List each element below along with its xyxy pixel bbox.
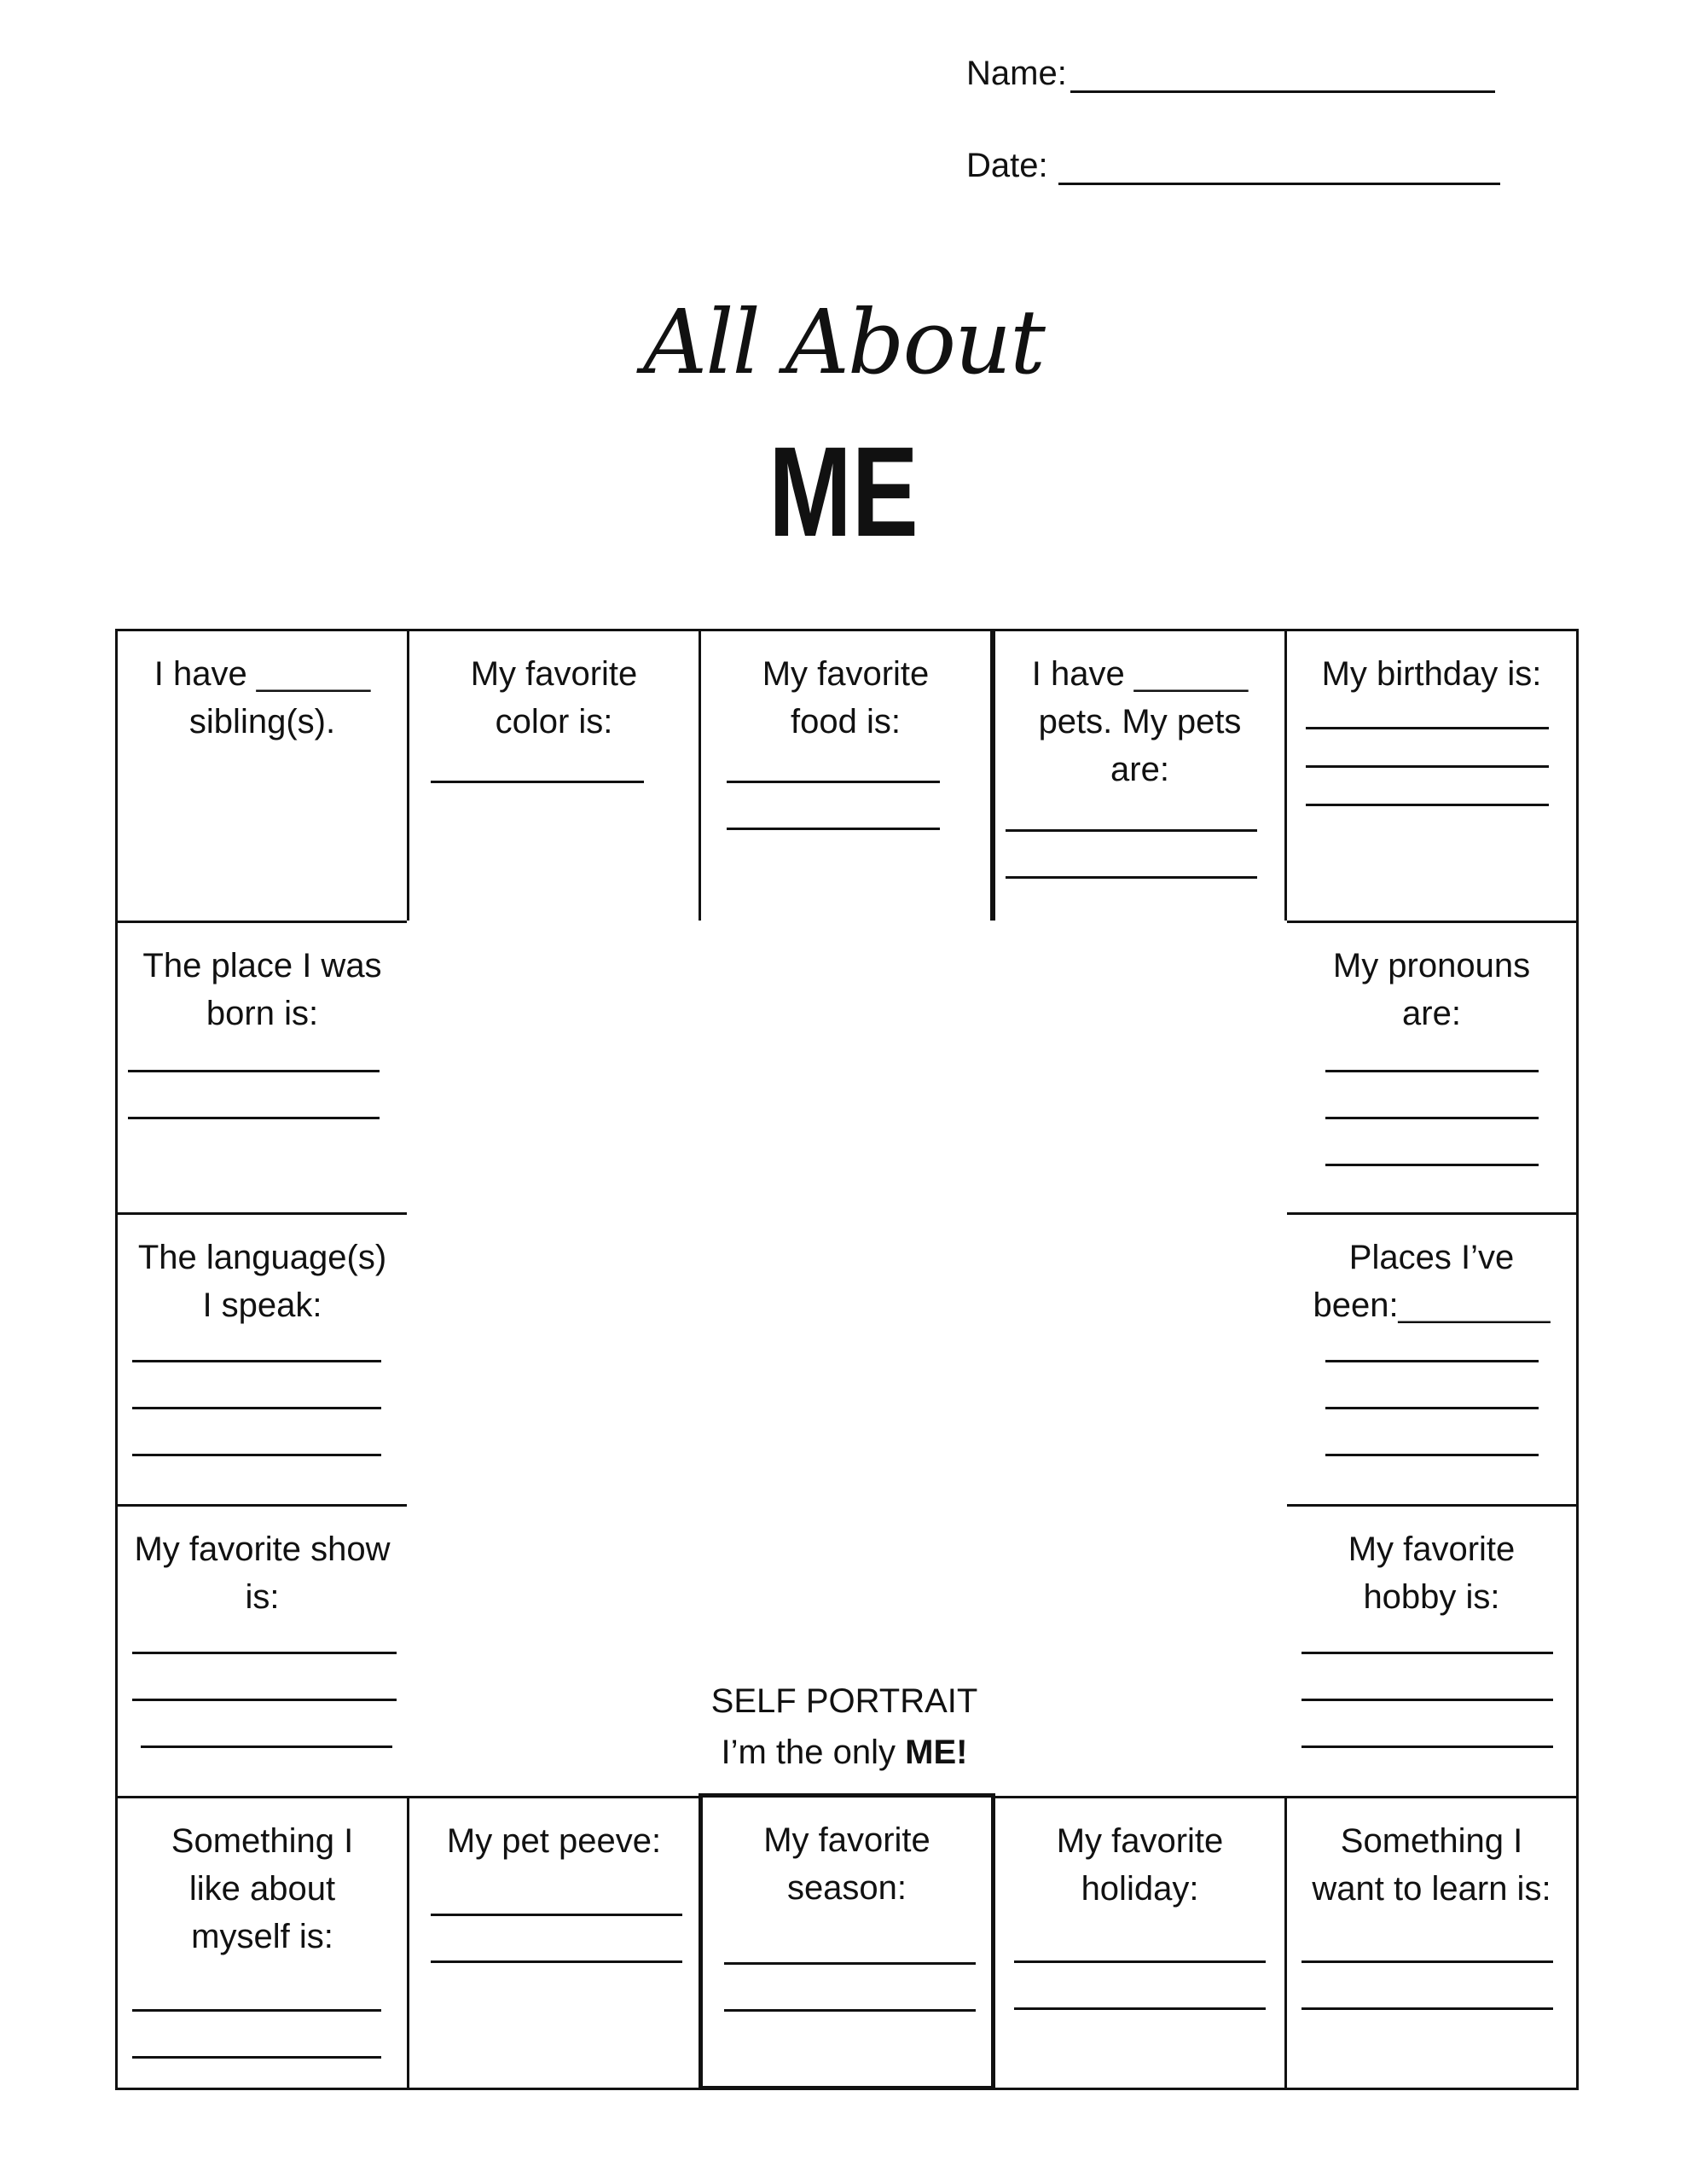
cell-pronouns[interactable]: [1284, 921, 1579, 1215]
answer-line[interactable]: [128, 1117, 380, 1119]
cell-color[interactable]: [407, 629, 701, 923]
cell-season-label: My favorite season:: [763, 1821, 930, 1907]
cell-places-label: Places I’ve been:________: [1313, 1239, 1551, 1324]
self-portrait-area[interactable]: [407, 921, 1287, 1798]
answer-line[interactable]: [1306, 804, 1549, 806]
cell-holiday[interactable]: [993, 1796, 1287, 2090]
cell-siblings[interactable]: [115, 629, 409, 923]
self-portrait-subtitle: [409, 1727, 1279, 1778]
cell-languages-label: The language(s) I speak:: [137, 1239, 387, 1324]
cell-learn-label: Something I want to learn is:: [1312, 1822, 1551, 1908]
cell-born-label: The place I was born is:: [142, 947, 382, 1032]
cell-season[interactable]: [699, 1793, 995, 2090]
date-blank[interactable]: [1058, 154, 1500, 185]
answer-line[interactable]: [1325, 1070, 1539, 1072]
cell-siblings-label: I have ______ sibling(s).: [154, 655, 371, 741]
answer-line[interactable]: [132, 1454, 381, 1456]
answer-line[interactable]: [1325, 1360, 1539, 1362]
answer-line[interactable]: [1006, 829, 1257, 832]
self-portrait-caption: [409, 1676, 1279, 1778]
date-field[interactable]: [966, 147, 1500, 185]
cell-pets-label: I have ______ pets. My pets are:: [1031, 655, 1249, 788]
answer-line[interactable]: [724, 1962, 976, 1965]
answer-line[interactable]: [132, 2056, 381, 2059]
answer-line[interactable]: [1301, 1699, 1553, 1701]
date-label: Date:: [966, 147, 1048, 184]
answer-line[interactable]: [141, 1745, 392, 1748]
answer-line[interactable]: [1006, 876, 1257, 879]
answer-line[interactable]: [1301, 2007, 1553, 2010]
answer-line[interactable]: [1325, 1454, 1539, 1456]
subtitle-prefix: I’m the only: [721, 1734, 906, 1771]
name-field[interactable]: [966, 55, 1495, 93]
cell-show[interactable]: [115, 1504, 409, 1798]
cell-learn[interactable]: [1284, 1796, 1579, 2090]
answer-line[interactable]: [431, 1914, 682, 1916]
answer-line[interactable]: [431, 781, 644, 783]
cell-food-label: My favorite food is:: [762, 655, 930, 741]
cell-born[interactable]: [115, 921, 409, 1215]
cell-peeve[interactable]: [407, 1796, 701, 2090]
cell-pets[interactable]: [990, 629, 1287, 923]
cell-show-label: My favorite show is:: [134, 1531, 391, 1616]
cell-food[interactable]: [699, 629, 993, 923]
name-blank[interactable]: [1070, 61, 1495, 93]
answer-line[interactable]: [1014, 2007, 1266, 2010]
answer-line[interactable]: [132, 1652, 397, 1654]
cell-like-label: Something I like about myself is:: [171, 1822, 354, 1955]
answer-line[interactable]: [128, 1070, 380, 1072]
answer-line[interactable]: [727, 828, 940, 830]
cell-hobby-label: My favorite hobby is:: [1348, 1531, 1516, 1616]
cell-holiday-label: My favorite holiday:: [1056, 1822, 1224, 1908]
answer-line[interactable]: [1306, 727, 1549, 729]
answer-line[interactable]: [132, 1360, 381, 1362]
title-me: ME: [768, 420, 919, 563]
cell-like[interactable]: [115, 1796, 409, 2090]
name-label: Name:: [966, 55, 1067, 92]
answer-line[interactable]: [1301, 1960, 1553, 1963]
title-script: All About: [643, 290, 1044, 394]
answer-line[interactable]: [1325, 1164, 1539, 1166]
answer-line[interactable]: [1301, 1652, 1553, 1654]
cell-birthday[interactable]: [1284, 629, 1579, 923]
cell-color-label: My favorite color is:: [470, 655, 638, 741]
cell-birthday-label: My birthday is:: [1321, 655, 1542, 693]
self-portrait-title: SELF PORTRAIT: [710, 1682, 978, 1720]
subtitle-bold: ME!: [905, 1734, 968, 1771]
answer-line[interactable]: [727, 781, 940, 783]
cell-languages[interactable]: [115, 1212, 409, 1507]
answer-line[interactable]: [1014, 1960, 1266, 1963]
answer-line[interactable]: [724, 2009, 976, 2012]
answer-line[interactable]: [431, 1960, 682, 1963]
cell-places[interactable]: [1284, 1212, 1579, 1507]
answer-line[interactable]: [1325, 1407, 1539, 1409]
answer-line[interactable]: [1306, 765, 1549, 768]
cell-peeve-label: My pet peeve:: [446, 1822, 662, 1860]
answer-line[interactable]: [132, 1699, 397, 1701]
cell-hobby[interactable]: [1284, 1504, 1579, 1798]
cell-pronouns-label: My pronouns are:: [1332, 947, 1531, 1032]
answer-line[interactable]: [132, 1407, 381, 1409]
answer-line[interactable]: [132, 2009, 381, 2012]
answer-line[interactable]: [1301, 1745, 1553, 1748]
answer-line[interactable]: [1325, 1117, 1539, 1119]
